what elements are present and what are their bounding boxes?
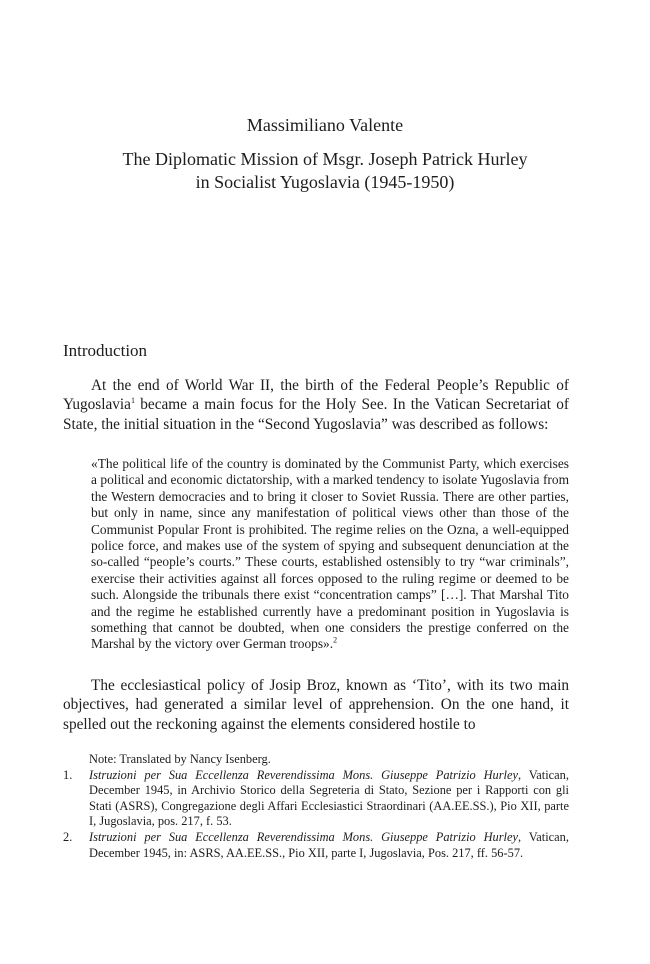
footnote-text: [89, 830, 569, 861]
body-paragraph-2: The ecclesiastical policy of Josip Broz, known as ‘Tito’, with its two main objectives, had generated a similar level of apprehension. On the one hand, it spelled out the reckoning against the elements considered hostile to: [63, 677, 569, 733]
footnote-1: [63, 768, 569, 830]
footnote-number: 2.: [63, 829, 73, 844]
footnote-citation: , Vatican, December 1945, in: ASRS, AA.EE.SS., Pio XII, parte I, Jugoslavia, Pos. 217, ff. 56-57.: [89, 829, 569, 860]
block-quote: [91, 456, 569, 653]
quote-text: «The political life of the country is dominated by the Communist Party, which exercises a political and economic dictatorship, with a marked tendency to isolate Yugoslavia from the Western democracies and to bring it closer to Soviet Russia. There are other parties, but only in name, since any manifestation of political views other than those of the Communist Popular Front is prohibited. The regime relies on the Ozna, a well-equipped police force, and makes use of the system of spying and subsequent denunciation at the so-called “people’s courts.” These courts, established ostensibly to try “war criminals”, exercise their activities against all forces opposed to the ruling regime or deemed to be such. Alongside the tribunals there exist “concentration camps” […]. That Marshal Tito and the regime he established currently have a predominant position in Yugoslavia is something that cannot be doubted, when one considers the prestige conferred on the Marshal by the victory over German troops».: [91, 456, 569, 652]
footnote-ref-2: 2: [333, 636, 338, 645]
title-line-1: The Diplomatic Mission of Msgr. Joseph Patrick Hurley: [122, 149, 528, 169]
body-paragraph-1: [63, 376, 569, 434]
footnote-ref-1: 1: [130, 396, 135, 406]
footnotes: [63, 752, 569, 861]
footnote-italic-title: Istruzioni per Sua Eccellenza Reverendissima Mons. Giuseppe Patrizio Hurley: [89, 829, 518, 844]
footnote-text: [89, 768, 569, 830]
paragraph-1-text-a: At the end of World War II, the birth of the Federal People’s Republic of Yugoslavia: [63, 377, 569, 414]
footnote-number: 1.: [63, 767, 73, 782]
title-line-2: in Socialist Yugoslavia (1945-1950): [195, 172, 455, 192]
footnote-italic-title: Istruzioni per Sua Eccellenza Reverendissima Mons. Giuseppe Patrizio Hurley: [89, 767, 518, 782]
article-title: [0, 148, 650, 194]
paragraph-1-text-b: became a main focus for the Holy See. In the Vatican Secretariat of State, the initial situation in the “Second Yugoslavia” was described as follows:: [63, 396, 569, 433]
translation-note: Note: Translated by Nancy Isenberg.: [89, 752, 271, 766]
author-name: Massimiliano Valente: [246, 115, 404, 135]
footnote-2: [63, 830, 569, 861]
footnote-citation: , Vatican, December 1945, in Archivio Storico della Segreteria di Stato, Sezione per i Rapporti con gli Stati (ASRS), Congregazione degli Affari Ecclesiastici Straordinari (AA.EE.SS.), Pio XII, parte I, Jugoslavia, pos. 217, f. 53.: [89, 767, 569, 829]
section-heading: Introduction: [63, 341, 148, 360]
